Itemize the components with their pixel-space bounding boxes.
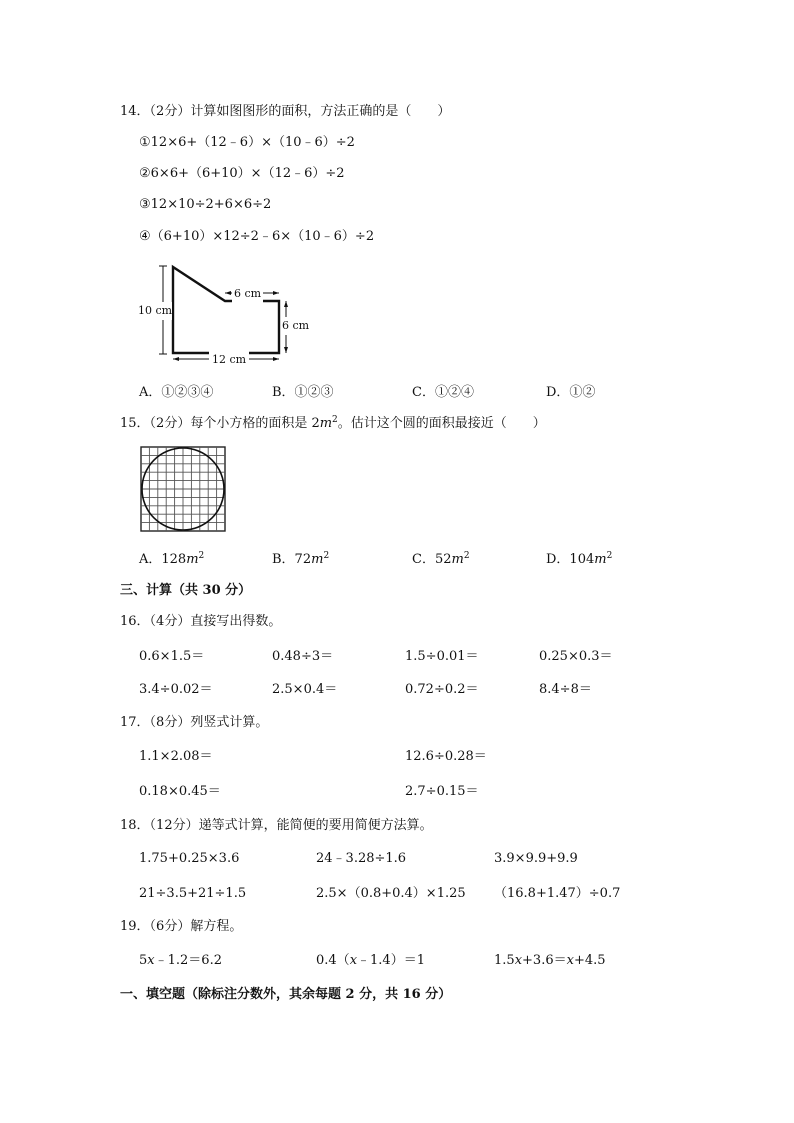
q19-eq1-rest: ﹣1.2＝6.2 (154, 953, 222, 968)
q15-option-b (272, 551, 329, 569)
q19-eq2-post: ﹣1.4）＝1 (357, 953, 425, 968)
q19-eq2-var: x (349, 953, 358, 968)
q19-eq2-pre: 0.4（ (316, 953, 350, 968)
q15-option-d-exp: 2 (606, 551, 613, 561)
q14-figure (136, 262, 316, 370)
q14-option-b: B．①②③ (272, 385, 334, 400)
q18-stem: 18．（12分）递等式计算，能简便的要用简便方法算。 (120, 818, 433, 833)
q15-option-c-label: C．52 (412, 552, 452, 567)
q17-stem: 17．（8分）列竖式计算。 (120, 715, 269, 730)
q18-item-1: 1.75+0.25×3.6 (139, 851, 240, 866)
q15-option-a-label: A．128 (139, 552, 187, 567)
q15-option-c-unit: m (451, 552, 464, 567)
q19-eq1-var: x (147, 953, 155, 968)
q14-method-3: ③12×10÷2+6×6÷2 (139, 197, 272, 212)
q15-option-a (139, 551, 204, 569)
q16-item-3: 1.5÷0.01＝ (405, 649, 479, 664)
q15-stem-exp: 2 (332, 415, 338, 425)
q16-item-6: 2.5×0.4＝ (272, 682, 338, 697)
q16-item-2: 0.48÷3＝ (272, 649, 334, 664)
q14-option-d: D．①② (546, 385, 596, 400)
q16-item-1: 0.6×1.5＝ (139, 649, 205, 664)
section-1-title: 一、填空题（除标注分数外，其余每题 2 分，共 16 分） (120, 987, 452, 1002)
q19-equation-3 (494, 952, 606, 970)
q19-eq1-coef: 5 (139, 953, 148, 968)
q19-stem: 19．（6分）解方程。 (120, 919, 243, 934)
q15-option-b-label: B．72 (272, 552, 312, 567)
section-3-title: 三、计算（共 30 分） (120, 583, 252, 598)
q15-option-a-unit: m (186, 552, 199, 567)
q19-equation-2 (316, 952, 425, 970)
q14-method-2: ②6×6+（6+10）×（12﹣6）÷2 (139, 166, 345, 181)
q17-item-4: 2.7÷0.15＝ (405, 784, 479, 799)
q14-option-a: A．①②③④ (139, 385, 214, 400)
q15-stem-prefix: 15．（2分）每个小方格的面积是 2 (120, 416, 320, 431)
q18-item-5: 2.5×（0.8+0.4）×1.25 (316, 886, 466, 901)
q15-stem-suffix: 。估计这个圆的面积最接近（ ） (337, 416, 546, 431)
q14-stem: 14．（2分）计算如图图形的面积，方法正确的是（ ） (120, 104, 451, 119)
q14-option-c: C．①②④ (412, 385, 474, 400)
q16-item-4: 0.25×0.3＝ (539, 649, 613, 664)
q15-option-b-exp: 2 (323, 551, 330, 561)
q15-option-b-unit: m (311, 552, 324, 567)
q15-option-d-unit: m (594, 552, 607, 567)
q18-item-3: 3.9×9.9+9.9 (494, 851, 578, 866)
q14-method-1: ①12×6+（12﹣6）×（10﹣6）÷2 (139, 135, 355, 150)
q15-option-c (412, 551, 470, 569)
q16-item-8: 8.4÷8＝ (539, 682, 592, 697)
q15-option-d (546, 551, 612, 569)
q18-item-4: 21÷3.5+21÷1.5 (139, 886, 247, 901)
q16-item-7: 0.72÷0.2＝ (405, 682, 479, 697)
q16-item-5: 3.4÷0.02＝ (139, 682, 213, 697)
q19-equation-1 (139, 952, 222, 970)
q15-grid-svg (139, 445, 227, 535)
q19-eq3-post: +4.5 (573, 953, 606, 968)
q19-eq3-coef: 1.5 (494, 953, 515, 968)
q15-stem-unit: m (319, 416, 333, 431)
q17-item-1: 1.1×2.08＝ (139, 749, 213, 764)
q19-eq3-mid: +3.6＝ (522, 953, 567, 968)
q16-stem: 16．（4分）直接写出得数。 (120, 614, 282, 629)
q14-label-bottom: 12 cm (209, 351, 249, 369)
q14-method-4: ④（6+10）×12÷2﹣6×（10﹣6）÷2 (139, 229, 375, 244)
q14-label-top: 6 cm (232, 285, 263, 303)
q18-item-6: （16.8+1.47）÷0.7 (494, 886, 621, 901)
q17-item-3: 0.18×0.45＝ (139, 784, 221, 799)
q19-eq3-var2: x (566, 953, 574, 968)
q15-option-c-exp: 2 (463, 551, 470, 561)
q19-eq3-var1: x (514, 953, 523, 968)
q15-grid-figure (139, 445, 227, 535)
q18-item-2: 24﹣3.28÷1.6 (316, 851, 407, 866)
q15-option-a-exp: 2 (198, 551, 205, 561)
q15-option-d-label: D．104 (546, 552, 595, 567)
q15-stem (120, 415, 546, 433)
q17-item-2: 12.6÷0.28＝ (405, 749, 487, 764)
q14-label-left: 10 cm (138, 302, 172, 320)
q14-label-right: 6 cm (282, 317, 309, 335)
